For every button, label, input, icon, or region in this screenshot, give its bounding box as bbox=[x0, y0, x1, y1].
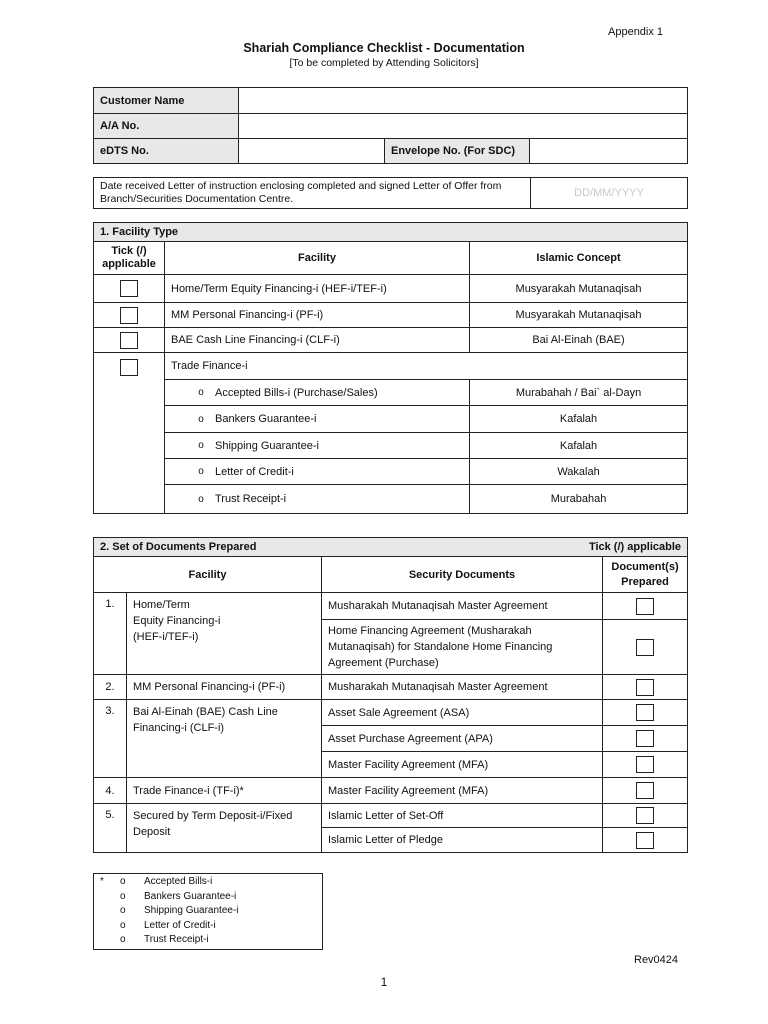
facility-name: Home/Term Equity Financing-i (HEF-i/TEF-i) bbox=[165, 275, 470, 303]
document-prepared-checkbox[interactable] bbox=[636, 730, 654, 747]
document-prepared-checkbox[interactable] bbox=[636, 782, 654, 799]
facility-name: MM Personal Financing-i (PF-i) bbox=[165, 303, 470, 328]
page-title: Shariah Compliance Checklist - Documentation bbox=[243, 41, 525, 55]
group-facility: MM Personal Financing-i (PF-i) bbox=[127, 675, 322, 700]
document-row bbox=[94, 804, 688, 828]
security-documents-column-header: Security Documents bbox=[322, 557, 603, 593]
trade-item-row: o Shipping Guarantee-i Kafalah bbox=[94, 433, 688, 459]
islamic-concept: Murabahah bbox=[470, 485, 688, 514]
facility-row bbox=[94, 275, 688, 303]
footnote-item: o Letter of Credit-i bbox=[120, 920, 216, 931]
section1-heading: 1. Facility Type bbox=[94, 223, 688, 242]
clf-checkbox[interactable] bbox=[120, 332, 138, 349]
group-facility: Home/Term Equity Financing-i (HEF-i/TEF-i) bbox=[127, 593, 322, 675]
document-row bbox=[94, 700, 688, 726]
islamic-concept: Musyarakah Mutanaqisah bbox=[470, 303, 688, 328]
trade-item-row: o Accepted Bills-i (Purchase/Sales) Murabahah / Bai` al-Dayn bbox=[94, 380, 688, 406]
security-document: Islamic Letter of Pledge bbox=[322, 828, 603, 853]
facility-column-header: Facility bbox=[165, 242, 470, 275]
date-received-field[interactable]: DD/MM/YYYY bbox=[531, 178, 688, 209]
group-number: 1. bbox=[94, 593, 127, 675]
page-subtitle: [To be completed by Attending Solicitors] bbox=[289, 57, 479, 69]
envelope-number-field[interactable] bbox=[530, 139, 688, 164]
group-number: 4. bbox=[94, 778, 127, 804]
document-row bbox=[94, 593, 688, 620]
trade-item-name: Trust Receipt-i bbox=[215, 493, 287, 505]
trade-item-name: Bankers Guarantee-i bbox=[215, 413, 317, 425]
hef-tef-checkbox[interactable] bbox=[120, 280, 138, 297]
account-number-label: A/A No. bbox=[94, 114, 239, 139]
document-prepared-checkbox[interactable] bbox=[636, 704, 654, 721]
revision-label: Rev0424 bbox=[634, 954, 679, 966]
facility-row bbox=[94, 353, 688, 380]
customer-info-table bbox=[93, 87, 688, 164]
document-row bbox=[94, 675, 688, 700]
trade-item-row: o Bankers Guarantee-i Kafalah bbox=[94, 406, 688, 433]
facility-row bbox=[94, 328, 688, 353]
document-prepared-checkbox[interactable] bbox=[636, 639, 654, 656]
group-facility: Bai Al-Einah (BAE) Cash Line Financing-i (CLF-i) bbox=[127, 700, 322, 778]
footnote-item: o Trust Receipt-i bbox=[120, 934, 209, 945]
pf-checkbox[interactable] bbox=[120, 307, 138, 324]
security-document: Master Facility Agreement (MFA) bbox=[322, 778, 603, 804]
footnote-item: o Shipping Guarantee-i bbox=[120, 905, 239, 916]
tick-column-header: Tick (/) applicable bbox=[94, 242, 165, 275]
security-document: Asset Sale Agreement (ASA) bbox=[322, 700, 603, 726]
facility-name: Trade Finance-i bbox=[165, 353, 688, 380]
facility-name: BAE Cash Line Financing-i (CLF-i) bbox=[165, 328, 470, 353]
section2-heading-bar bbox=[94, 538, 688, 557]
group-number: 3. bbox=[94, 700, 127, 778]
documents-prepared-table bbox=[93, 537, 688, 853]
trade-item-row: o Letter of Credit-i Wakalah bbox=[94, 459, 688, 485]
security-document: Home Financing Agreement (Musharakah Mutanaqisah) for Standalone Home Financing Agreement (Purchase) bbox=[322, 620, 603, 675]
section2-heading: 2. Set of Documents Prepared bbox=[100, 541, 257, 553]
document-prepared-checkbox[interactable] bbox=[636, 756, 654, 773]
document-row bbox=[94, 778, 688, 804]
page-number: 1 bbox=[380, 975, 388, 989]
facility-type-table bbox=[93, 222, 688, 514]
security-document: Musharakah Mutanaqisah Master Agreement bbox=[322, 675, 603, 700]
account-number-field[interactable] bbox=[239, 114, 688, 139]
document-prepared-checkbox[interactable] bbox=[636, 807, 654, 824]
edts-number-label: eDTS No. bbox=[94, 139, 239, 164]
section2-tick-label: Tick (/) applicable bbox=[588, 541, 682, 553]
islamic-concept: Wakalah bbox=[470, 459, 688, 485]
date-received-table bbox=[93, 177, 688, 209]
documents-prepared-column-header: Document(s) Prepared bbox=[603, 557, 688, 593]
security-document: Musharakah Mutanaqisah Master Agreement bbox=[322, 593, 603, 620]
islamic-concept: Kafalah bbox=[470, 406, 688, 433]
islamic-concept: Kafalah bbox=[470, 433, 688, 459]
footnote-item: * o Accepted Bills-i bbox=[100, 876, 213, 887]
envelope-number-label: Envelope No. (For SDC) bbox=[385, 139, 530, 164]
trade-item-name: Accepted Bills-i (Purchase/Sales) bbox=[215, 386, 378, 399]
group-facility: Secured by Term Deposit-i/Fixed Deposit bbox=[127, 804, 322, 853]
trade-item-name: Letter of Credit-i bbox=[215, 465, 294, 478]
group-facility: Trade Finance-i (TF-i)* bbox=[127, 778, 322, 804]
document-prepared-checkbox[interactable] bbox=[636, 832, 654, 849]
facility-row bbox=[94, 303, 688, 328]
islamic-concept: Musyarakah Mutanaqisah bbox=[470, 275, 688, 303]
trade-item-name: Shipping Guarantee-i bbox=[215, 439, 319, 452]
group-number: 5. bbox=[94, 804, 127, 853]
footnote-item: o Bankers Guarantee-i bbox=[120, 891, 237, 902]
facility-column-header: Facility bbox=[94, 557, 322, 593]
trade-finance-checkbox[interactable] bbox=[120, 359, 138, 376]
security-document: Master Facility Agreement (MFA) bbox=[322, 752, 603, 778]
date-received-label: Date received Letter of instruction enclosing completed and signed Letter of Offer from Branch/Securities Documentation Centre. bbox=[94, 178, 531, 209]
islamic-concept: Murabahah / Bai` al-Dayn bbox=[470, 380, 688, 406]
customer-name-field[interactable] bbox=[239, 88, 688, 114]
islamic-concept: Bai Al-Einah (BAE) bbox=[470, 328, 688, 353]
appendix-label: Appendix 1 bbox=[608, 26, 664, 38]
security-document: Asset Purchase Agreement (APA) bbox=[322, 726, 603, 752]
customer-name-label: Customer Name bbox=[94, 88, 239, 114]
group-number: 2. bbox=[94, 675, 127, 700]
trade-item-row: o Trust Receipt-i Murabahah bbox=[94, 485, 688, 514]
islamic-concept-column-header: Islamic Concept bbox=[470, 242, 688, 275]
document-prepared-checkbox[interactable] bbox=[636, 679, 654, 696]
security-document: Islamic Letter of Set-Off bbox=[322, 804, 603, 828]
document-prepared-checkbox[interactable] bbox=[636, 598, 654, 615]
edts-number-field[interactable] bbox=[239, 139, 385, 164]
footnote-box bbox=[93, 873, 323, 950]
